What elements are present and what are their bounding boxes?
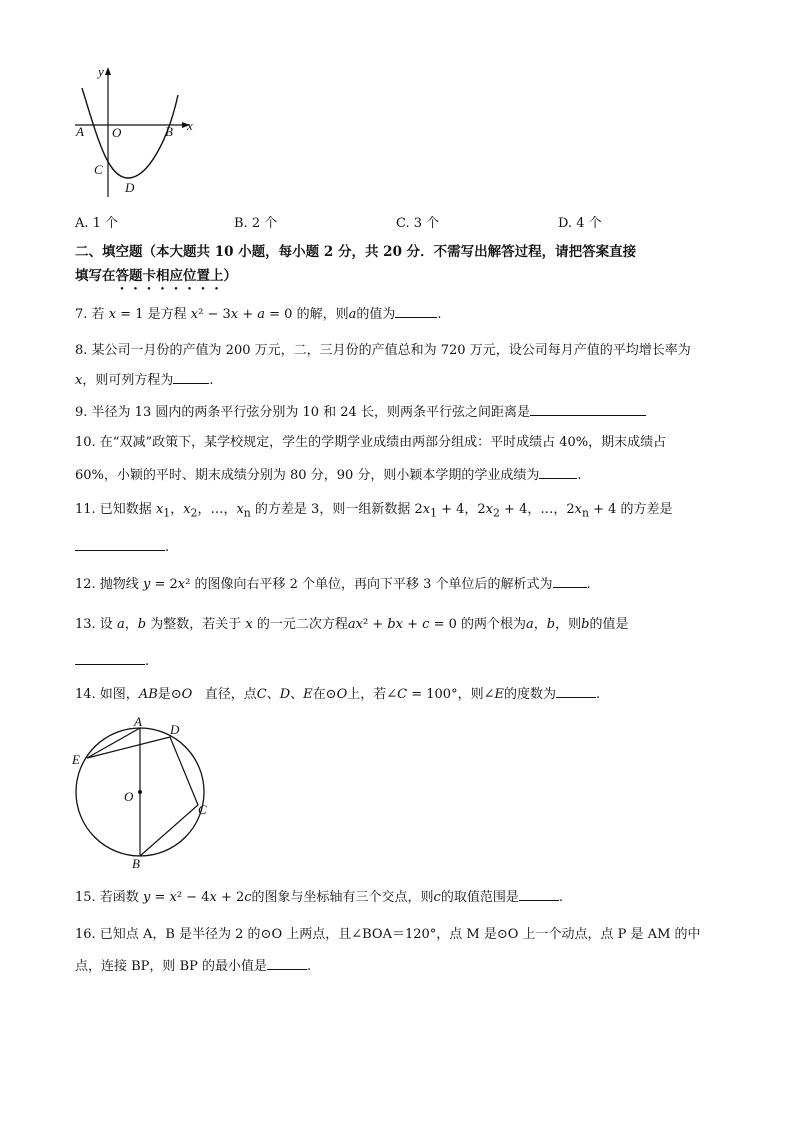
parabola-figure xyxy=(70,60,200,200)
answer-blank[interactable] xyxy=(75,650,145,665)
answer-blank[interactable] xyxy=(519,886,559,901)
choice-d[interactable]: D. 4 个 xyxy=(558,216,602,231)
label-b: B xyxy=(132,856,140,870)
label-c: C xyxy=(94,162,103,177)
label-x: x xyxy=(187,118,193,133)
question-9: 9. 半径为 13 圆内的两条平行弦分别为 10 和 24 长，则两条平行弦之间距离是 xyxy=(75,401,646,423)
y-axis-arrow xyxy=(105,67,111,75)
center-dot xyxy=(138,790,142,794)
question-13-line2: . xyxy=(75,650,149,672)
choice-b[interactable]: B. 2 个 xyxy=(234,216,278,231)
circle-figure xyxy=(68,712,228,870)
label-a: A xyxy=(76,124,84,139)
answer-blank[interactable] xyxy=(539,464,577,479)
question-15: 15. 若函数 y = x² − 4x + 2c的图象与坐标轴有三个交点，则c的取值范围是 . xyxy=(75,886,563,908)
question-16-line2: 点，连接 BP，则 BP 的最小值是 . xyxy=(75,955,311,977)
question-11-line2: . xyxy=(75,536,169,558)
label-b: B xyxy=(165,124,173,139)
section-heading xyxy=(75,240,636,293)
label-c: C xyxy=(198,802,207,817)
answer-blank[interactable] xyxy=(395,303,437,318)
emphasis-answer-card: 答题卡相应位置上 xyxy=(115,268,224,284)
label-y: y xyxy=(98,64,104,79)
question-11: 11. 已知数据 $x_1$，$x_2$，…，$x_n$ 的方差是 3，则一组新数据 $2x_1 + 4$，$2x_2 + 4$，…，$2x_n + 4$ 的方差是 xyxy=(75,502,673,520)
section-heading-line2: 填写在答题卡相应位置上） xyxy=(75,268,237,284)
question-16: 16. 已知点 A，B 是半径为 2 的⊙O 上两点，且∠BOA＝120°，点 M 是⊙O 上一个动点，点 P 是 AM 的中 xyxy=(75,927,701,942)
question-14: 14. 如图，AB是⊙O 直径，点C、D、E在⊙O上，若∠C = 100°，则∠E的度数为 . xyxy=(75,683,600,705)
label-e: E xyxy=(72,752,80,767)
answer-blank[interactable] xyxy=(173,369,209,384)
answer-blank[interactable] xyxy=(75,536,165,551)
question-10: 10. 在“双减”政策下，某学校规定，学生的学期学业成绩由两部分组成：平时成绩占 40%，期末成绩占 xyxy=(75,435,667,450)
label-o: O xyxy=(112,125,122,140)
question-13: 13. 设 a，b 为整数，若关于 x 的一元二次方程ax² + bx + c = 0 的两个根为a，b，则b的值是 xyxy=(75,617,629,632)
label-d: D xyxy=(125,180,135,195)
chords xyxy=(87,728,198,856)
question-10-line2: 60%，小颖的平时、期末成绩分别为 80 分，90 分，则小颖本学期的学业成绩为 . xyxy=(75,464,582,486)
answer-blank[interactable] xyxy=(556,683,596,698)
question-8-line2: x，则可列方程为 . xyxy=(75,369,214,391)
choice-c[interactable]: C. 3 个 xyxy=(396,216,440,231)
choice-a[interactable]: A. 1 个 xyxy=(75,216,119,231)
question-12: 12. 抛物线 y = 2x² 的图像向右平移 2 个单位，再向下平移 3 个单位后的解析式为 . xyxy=(75,573,591,595)
answer-blank[interactable] xyxy=(553,573,587,588)
label-o: O xyxy=(124,789,134,804)
label-a: A xyxy=(134,714,142,729)
section-heading-line1: 二、填空题（本大题共 10 小题，每小题 2 分，共 20 分．不需写出解答过程，请把答案直接 xyxy=(75,244,637,260)
answer-blank[interactable] xyxy=(267,955,307,970)
question-8: 8. 某公司一月份的产值为 200 万元，二，三月份的产值总和为 720 万元，设公司每月产值的平均增长率为 xyxy=(75,343,691,358)
question-7: 7. 若 x = 1 是方程 x² − 3x + a = 0 的解，则a的值为 . xyxy=(75,303,442,325)
answer-blank[interactable] xyxy=(530,401,646,416)
label-d: D xyxy=(170,722,180,737)
